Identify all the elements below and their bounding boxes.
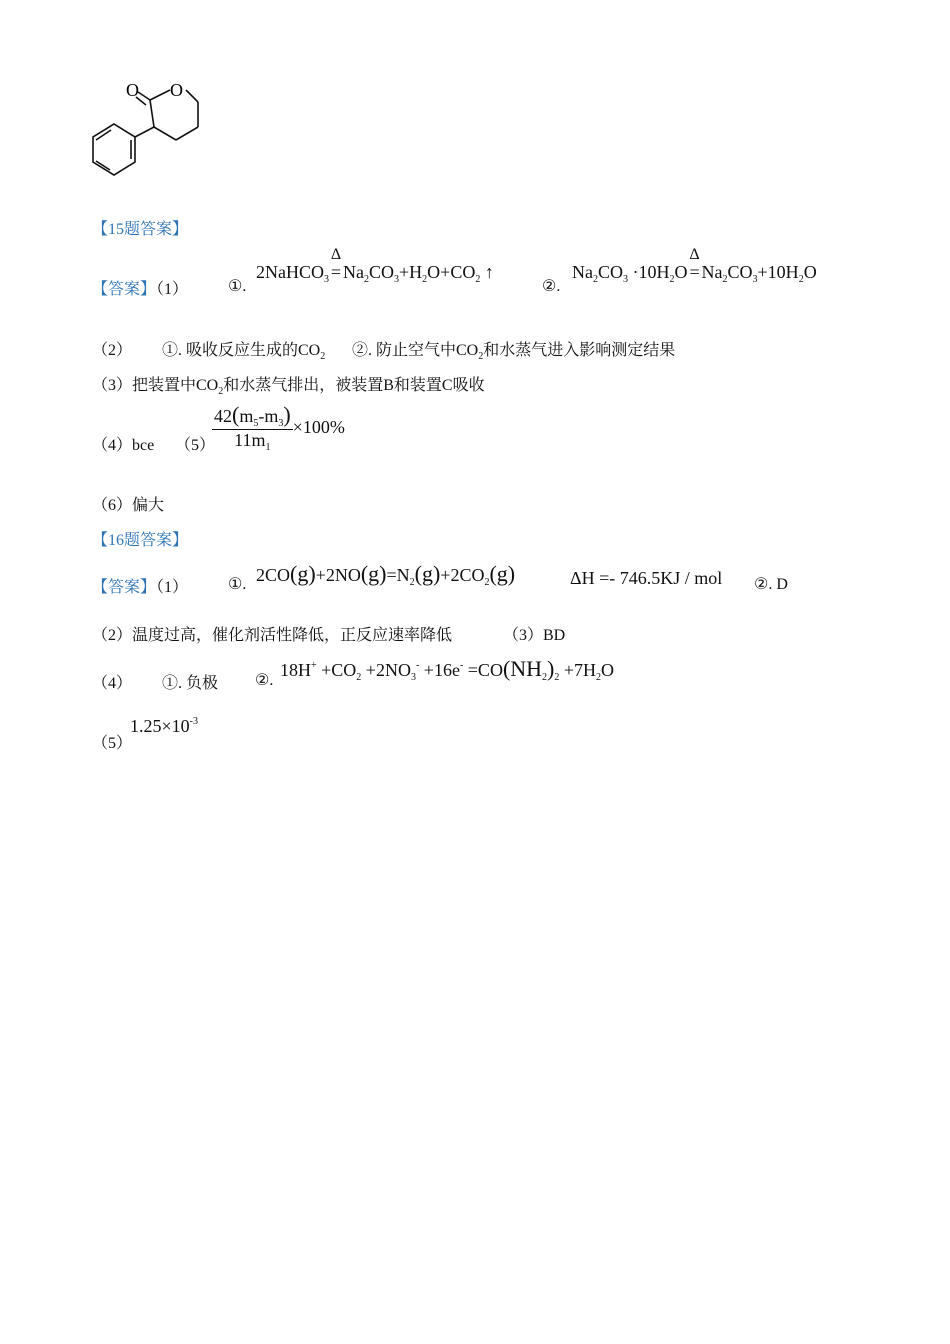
answer-tag: 【答案】: [92, 281, 157, 298]
q16-answer-line1: [92, 574, 188, 597]
q16-part2: （2）温度过高，催化剂活性降低，正反应速率降低: [92, 627, 453, 644]
equation-decahydrate: $Na_2CO_3 \cdot 10H_2O$ Δ = $Na_2CO_3+10H_2O$: [572, 246, 817, 285]
molecule-structure: [80, 72, 220, 187]
q15-header: 【15题答案】: [92, 221, 189, 238]
enthalpy-value: ΔH =- 746.5KJ / mol: [570, 568, 723, 588]
q15-part5-number: （5）: [175, 437, 216, 454]
answer-tag: 【答案】: [92, 579, 157, 596]
q16-header: 【16题答案】: [92, 532, 189, 549]
q15-part4: （4）bce: [92, 437, 155, 454]
equation-nahco3: 2NaHCO$_3$ Δ = $Na_2CO_3+H_2O+CO_2$ ↑: [256, 246, 494, 285]
fraction-formula: $\frac{42(m_5-m_3)}{11m_1}$ ×100%: [214, 402, 345, 453]
q15-part3: （3）把装置中$CO_2$和水蒸气排出，被装置B和装置C吸收: [92, 377, 485, 397]
q16-choice-1-label: ①.: [228, 576, 247, 593]
q16-part5-value: $1.25\times 10^{-3}$: [130, 716, 198, 736]
q16-part3: （3）BD: [503, 627, 566, 644]
carbonyl-o-label: O: [126, 80, 139, 100]
q16-choice-2: ②. D: [754, 576, 788, 593]
equation-urea: $18H^+ +CO_2 +2NO_3^- +16e^- =CO(NH_2)_2 +7H_2O$: [280, 656, 615, 683]
q15-part2-number: （2）: [92, 342, 133, 359]
choice-2-label: ②.: [542, 278, 561, 295]
ring-o-label: O: [170, 80, 183, 100]
choice-1-label: ①.: [228, 278, 247, 295]
q15-part2-b: ②. 防止空气中$CO_2$和水蒸气进入影响测定结果: [352, 342, 676, 362]
q16-part4-a: ①. 负极: [162, 675, 219, 692]
q15-answer-line1: [92, 276, 188, 299]
q15-part6: （6）偏大: [92, 497, 165, 514]
part-number: （1）: [156, 281, 189, 298]
q16-part4-number: （4）: [92, 675, 133, 692]
q16-part5-number: （5）: [92, 735, 133, 752]
q15-part2-a: ①. 吸收反应生成的$CO_2$: [162, 342, 326, 362]
equation-co-no: $2CO(g)+2NO(g)=N_2(g)+2CO_2(g)$: [256, 561, 516, 588]
part-number: （1）: [156, 579, 189, 596]
q16-part4-b-label: ②.: [255, 672, 274, 689]
